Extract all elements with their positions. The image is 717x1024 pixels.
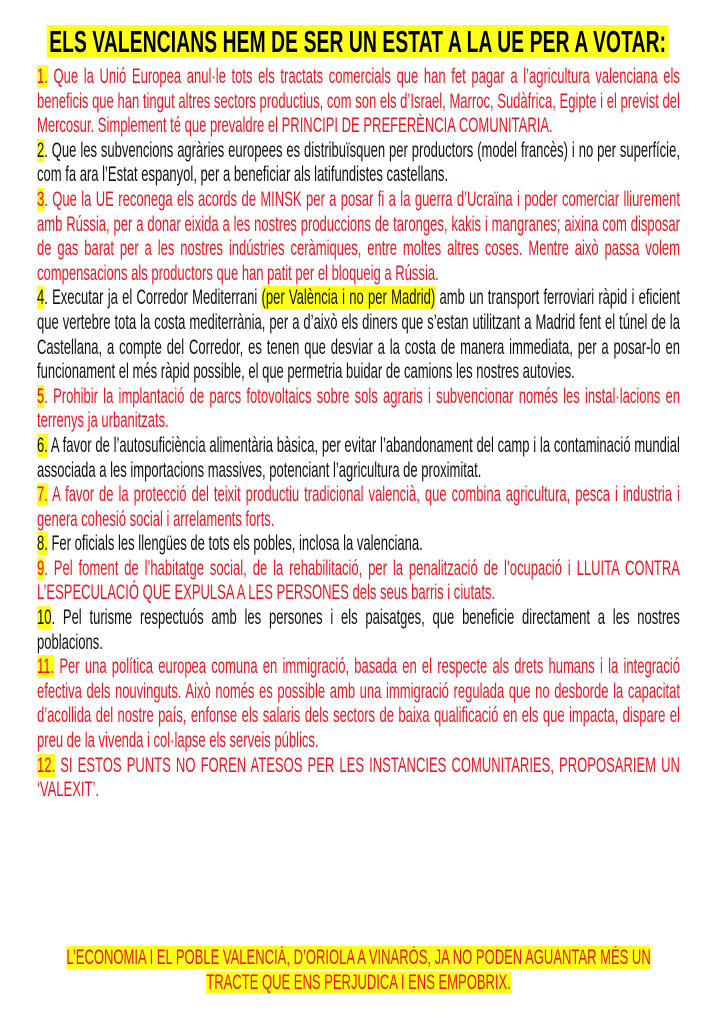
item-number: 10 [37, 606, 52, 630]
item-number: 1. [37, 65, 48, 88]
demand-item-5 [37, 385, 680, 434]
closing-statement [56, 946, 661, 995]
highlighted-phrase: (per València i no per Madrid) [261, 286, 436, 310]
item-text: A favor de l’autosuficiència alimentària bàsica, per evitar l’abandonament del camp i la contaminació mundial associada a les importacions massives, potenciant l’agricultura de proximitat. [37, 433, 680, 482]
demand-item-8 [37, 532, 680, 557]
item-number: 12. [37, 753, 56, 777]
demand-item-12 [37, 754, 680, 803]
title-block [43, 25, 672, 58]
item-text: Fer oficials les llengües de tots els pobles, inclosa la valenciana. [47, 532, 423, 556]
item-number: 5 [37, 384, 45, 408]
item-number: 11. [37, 655, 55, 679]
item-text: . Pel turisme respectuós amb les persones i els paisatges, que beneficie directament a les nostres poblacions. [37, 606, 680, 654]
item-text: . Pel foment de l’habitatge social, de la rehabilitació, per la penalització de l’ocupació i LLUITA CONTRA L’ESPECULACIÓ QUE EXPULSA A LES PERSONES dels seus barris i ciutats. [37, 556, 680, 605]
demands-list [37, 65, 680, 803]
item-number: 7. [37, 483, 48, 507]
closing-line-1: L’ECONOMIA I EL POBLE VALENCIÀ, D’ORIOLA A VINARÒS, JA NO PODEN AGUANTAR MÉS UN [66, 946, 651, 969]
demand-item-10 [37, 606, 680, 655]
demand-item-4 [37, 286, 680, 384]
item-number: 3 [37, 187, 45, 211]
item-text: . Que la UE reconega els acords de MINSK per a posar fi a la guerra d’Ucraïna i poder comerciar lliurement amb Rússia, per a donar eixida a les nostres produccions de taronges, kakis i mangranes; aixina com disposar de gas barat per a les nostres indústries ceràmiques, entre moltes altres coses. Mentre això passa volem compensacions als productors que han patit per el bloqueig a Rússia. [37, 187, 680, 285]
item-text: . Prohibir la implantació de parcs fotovoltaics sobre sols agraris i subvencionar només les instal·lacions en terrenys ja urbanitzats. [37, 384, 680, 433]
item-text: . Que les subvencions agràries europees es distribuïsquen per productors (model francès) i no per superfície, com fa ara l’Estat espanyol, per a beneficiar als latifundistes castellans. [37, 138, 680, 187]
demand-item-7 [37, 483, 680, 532]
item-text: SI ESTOS PUNTS NO FOREN ATESOS PER LES INSTANCIES COMUNITARIES, PROPOSARIEM UN ‘VALEXIT’. [37, 753, 680, 802]
item-number: 9 [37, 556, 45, 580]
demand-item-6 [37, 434, 680, 483]
item-text: A favor de la protecció del teixit productiu tradicional valencià, que combina agricultura, pesca i industria i genera cohesió social i arrelaments forts. [37, 483, 680, 531]
demand-item-9 [37, 557, 680, 606]
demand-item-3 [37, 188, 680, 286]
item-number: 6. [37, 433, 48, 457]
item-number: 2 [37, 138, 45, 162]
item-text: amb un transport ferroviari ràpid i eficient que vertebre tota la costa mediterrània, per a d’això els diners que s’estan utilitzant a Madrid fent el túnel de la Castellana, a compte del Corredor, es tenen que desviar a la costa de manera immediata, per a posar-lo en funcionament el més ràpid possible, el que permetria buidar de camions les nostres autovies. [37, 286, 680, 384]
demand-item-2 [37, 139, 680, 188]
item-text-before: . Executar ja el Corredor Mediterrani [44, 286, 262, 310]
item-text: Que la Unió Europea anul·le tots els tractats comercials que han fet pagar a l’agricultura valenciana els beneficis que han tingut altres sectors productius, com son els d’Israel, Marroc, Sudàfrica, Egipte i el previst del Mercosur. Simplement té que prevaldre el PRINCIPI DE PREFERÈNCIA COMUNITARIA. [37, 65, 680, 138]
page-title: ELS VALENCIANS HEM DE SER UN ESTAT A LA UE PER A VOTAR: [47, 25, 669, 58]
item-number: 4 [37, 286, 45, 310]
item-number: 8. [37, 532, 48, 556]
closing-line-2: TRACTE QUE ENS PERJUDICA I ENS EMPOBRIX. [206, 970, 511, 994]
demand-item-1 [37, 65, 680, 139]
demand-item-11 [37, 655, 680, 753]
item-text: Per una política europea comuna en immigració, basada en el respecte als drets humans i la integració efectiva dels nouvinguts. Això només es possible amb una immigració regulada que no desborde la capacitat d’acollida del nostre país, enfonse els salaris dels sectors de baixa qualificació en els que impacta, dispare el preu de la vivenda i col·lapse els serveis públics. [37, 655, 680, 753]
